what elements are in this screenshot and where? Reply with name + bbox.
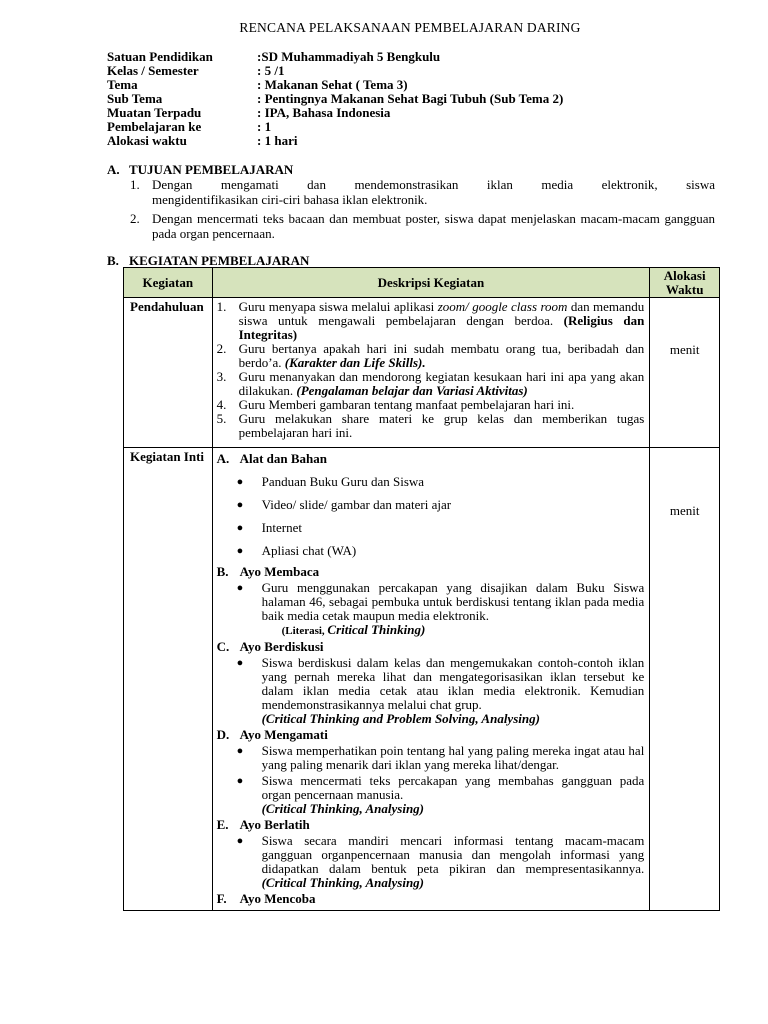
activities-table <box>123 267 720 911</box>
bullet-item: ● Siswa berdiskusi dalam kelas dan mengemukakan contoh-contoh iklan yang pernah mereka lihat dan mengategorisasikan iklan tersebut ke dalam iklan media cetak atau iklan media elektronik. Kemudian mendemonstrasikannya melalui chat grup. (Critical Thinking and Problem Solving, Analysing) <box>236 655 645 726</box>
identity-key: Tema <box>107 77 138 92</box>
pendahuluan-description <box>212 298 650 448</box>
identity-key: Alokasi waktu <box>107 133 187 148</box>
list-item <box>217 370 645 398</box>
objective-word: Dengan <box>152 177 193 192</box>
item-text: Guru melakukan share materi ke grup kelas dan memberikan tugas pembelajaran hari ini. <box>238 411 645 440</box>
table-row-pendahuluan <box>124 298 720 448</box>
subsection-ayo-membaca: B. Ayo Membaca <box>216 564 320 579</box>
subsection-title: Ayo Membaca <box>239 564 320 579</box>
objective-number: 1. <box>130 177 140 192</box>
alokasi-pendahuluan: menit <box>650 298 720 448</box>
identity-key: Muatan Terpadu <box>107 105 202 120</box>
identity-value: 1 <box>261 119 272 134</box>
identity-key: Pembelajaran ke <box>107 119 202 134</box>
objective-word: mendemonstrasikan <box>354 177 459 192</box>
identity-sep: : <box>257 119 262 134</box>
identity-sep: : <box>257 105 262 120</box>
identity-value: Makanan Sehat ( Tema 3) <box>261 77 408 92</box>
bullet-text: Siswa mencermati teks percakapan yang membahas gangguan pada organ pencernaan manusia. <box>261 773 645 802</box>
identity-row <box>107 120 563 134</box>
bullet-text: Siswa berdiskusi dalam kelas dan mengemukakan contoh-contoh iklan yang pernah mereka lihat dan mengategorisasikan iklan tersebut ke dalam iklan media cetak atau iklan media elektronik. Kemudian mendemonstrasikannya melalui chat grup. <box>261 655 645 712</box>
objective-word: siswa <box>686 177 715 192</box>
identity-key: Kelas / Semester <box>107 63 199 78</box>
objective-word: elektronik, <box>601 177 658 192</box>
section-a-heading <box>107 162 293 178</box>
bullet-text: Siswa secara mandiri mencari informasi tentang macam-macam gangguan organpencernaan manusia dan mengolah informasi yang didapatkan dalam bentuk peta pikiran dan mempresentasikannya. <box>261 833 645 876</box>
identity-row <box>107 92 563 106</box>
table-header-row <box>124 268 720 298</box>
page-title: RENCANA PELAKSANAAN PEMBELAJARAN DARING <box>239 20 581 35</box>
subsection-ayo-berlatih: E. Ayo Berlatih <box>216 817 310 832</box>
subsection-ayo-mencoba: F. Ayo Mencoba <box>216 891 316 906</box>
item-tag: (Critical Thinking, Analysing) <box>261 875 425 890</box>
identity-value: 5 /1 <box>261 63 285 78</box>
item-italic-text: zoom/ google class room <box>437 299 568 314</box>
objective-item <box>130 177 715 207</box>
objective-item <box>130 211 715 241</box>
section-a-title: TUJUAN PEMBELAJARAN <box>129 162 294 177</box>
bullet-text: Panduan Buku Guru dan Siswa <box>261 474 425 489</box>
list-item <box>217 300 645 342</box>
item-tag: (Critical Thinking, Analysing) <box>261 801 425 816</box>
bullet-item: ● Siswa secara mandiri mencari informasi tentang macam-macam gangguan organpencernaan manusia dan mengolah informasi yang didapatkan dalam bentuk peta pikiran dan mempresentasikannya. (Critical Thinking, Analysing) <box>236 833 645 890</box>
item-tag: Critical Thinking) <box>327 622 426 637</box>
bullet-text: Apliasi chat (WA) <box>261 543 357 558</box>
subsection-title: Ayo Berlatih <box>239 817 310 832</box>
item-tag: (Pengalaman belajar dan Variasi Aktivitas) <box>296 383 528 398</box>
item-number: 1. <box>216 299 227 314</box>
item-tag: (Critical Thinking and Problem Solving, Analysing) <box>261 711 540 726</box>
identity-sep: : <box>257 63 262 78</box>
item-tag: (Literasi, <box>281 625 328 637</box>
subsection-title: Alat dan Bahan <box>239 451 328 466</box>
table-row-kegiatan-inti <box>124 448 720 911</box>
objective-line <box>152 177 715 192</box>
objective-number: 2. <box>130 211 140 226</box>
objectives-list <box>130 177 715 245</box>
identity-row <box>107 64 563 78</box>
inti-description <box>212 448 650 911</box>
subsection-title: Ayo Berdiskusi <box>239 639 324 654</box>
header-alokasi: Alokasi Waktu <box>650 268 720 298</box>
objective-word: dan <box>307 177 326 192</box>
list-item <box>217 398 645 412</box>
identity-key: Satuan Pendidikan <box>107 49 213 64</box>
identity-row <box>107 78 563 92</box>
section-b-title: KEGIATAN PEMBELAJARAN <box>129 253 310 268</box>
identity-value: SD Muhammadiyah 5 Bengkulu <box>261 49 441 64</box>
identity-sep: : <box>257 91 262 106</box>
objective-line: mengidentifikasikan ciri-ciri bahasa iklan elektronik. <box>152 192 428 207</box>
alokasi-inti: menit <box>650 448 720 911</box>
identity-row <box>107 106 563 120</box>
identity-block <box>107 50 563 148</box>
objective-text: Dengan mencermati teks bacaan dan membuat poster, siswa dapat menjelaskan macam-macam gangguan pada organ pencernaan. <box>152 211 715 241</box>
subsection-title: Ayo Mencoba <box>239 891 316 906</box>
subsection-ayo-mengamati: D. Ayo Mengamati <box>216 727 328 742</box>
bullet-item: ● Panduan Buku Guru dan Siswa <box>217 475 645 489</box>
item-text: Guru Memberi gambaran tentang manfaat pembelajaran hari ini. <box>238 397 575 412</box>
item-text: Guru menyapa siswa melalui aplikasi <box>238 299 438 314</box>
item-number: 4. <box>216 397 227 412</box>
bullet-text: Video/ slide/ gambar dan materi ajar <box>261 497 452 512</box>
identity-sep: : <box>257 77 262 92</box>
bullet-item: ● Guru menggunakan percakapan yang disajikan dalam Buku Siswa halaman 46, sebagai pembuka untuk berdiskusi tentang iklan pada media baik media cetak maupun media elektronik. (Literasi, Critical Thinking) <box>236 580 645 637</box>
kegiatan-inti: Kegiatan Inti <box>124 448 213 911</box>
subsection-title: Ayo Mengamati <box>239 727 328 742</box>
bullet-text: Siswa memperhatikan poin tentang hal yang paling mereka ingat atau hal yang paling menarik dari iklan yang mereka lihat/dengar. <box>261 743 645 772</box>
item-number: 2. <box>216 341 227 356</box>
subsection-ayo-berdiskusi: C. Ayo Berdiskusi <box>216 639 324 654</box>
bullet-item: ● Apliasi chat (WA) <box>217 544 645 558</box>
bullet-item: ● Siswa mencermati teks percakapan yang membahas gangguan pada organ pencernaan manusia. (Critical Thinking, Analysing) <box>236 773 645 816</box>
identity-value: Pentingnya Makanan Sehat Bagi Tubuh (Sub Tema 2) <box>261 91 564 106</box>
list-item <box>217 412 645 440</box>
kegiatan-pendahuluan: Pendahuluan <box>124 298 213 448</box>
identity-row <box>107 50 563 64</box>
identity-sep: : <box>257 49 262 64</box>
bullet-text: Internet <box>261 520 303 535</box>
bullet-item: ● Siswa memperhatikan poin tentang hal yang paling mereka ingat atau hal yang paling menarik dari iklan yang mereka lihat/dengar. <box>236 743 645 772</box>
identity-key: Sub Tema <box>107 91 163 106</box>
bullet-item: ● Video/ slide/ gambar dan materi ajar <box>217 498 645 512</box>
item-text: dan memandu siswa untuk mengawali pembelajaran dengan berdoa. <box>238 299 645 328</box>
section-b-letter: B. <box>107 253 119 268</box>
identity-sep: : <box>257 133 262 148</box>
item-tag: (Religius dan Integritas) <box>238 313 645 342</box>
objective-word: iklan <box>486 177 513 192</box>
identity-value: 1 hari <box>261 133 298 148</box>
list-item <box>217 342 645 370</box>
bullet-text: Guru menggunakan percakapan yang disajikan dalam Buku Siswa halaman 46, sebagai pembuka untuk berdiskusi tentang iklan pada media baik media cetak maupun media elektronik. <box>261 580 645 623</box>
header-deskripsi: Deskripsi Kegiatan <box>212 268 650 298</box>
identity-value: IPA, Bahasa Indonesia <box>261 105 391 120</box>
section-a-letter: A. <box>107 162 120 177</box>
header-kegiatan: Kegiatan <box>124 268 213 298</box>
item-text: Guru bertanya apakah hari ini sudah membatu orang tua, beribadah dan berdo’a. <box>238 341 645 370</box>
subsection-alat-bahan: A. Alat dan Bahan <box>216 451 328 466</box>
objective-word: mengamati <box>220 177 279 192</box>
item-number: 5. <box>216 411 227 426</box>
bullet-item: ● Internet <box>217 521 645 535</box>
objective-word: media <box>541 177 574 192</box>
item-tag: (Karakter dan Life Skills). <box>284 355 426 370</box>
item-text: Guru menanyakan dan mendorong kegiatan kesukaan hari ini apa yang akan dilakukan. <box>238 369 645 398</box>
identity-row <box>107 134 563 148</box>
item-number: 3. <box>216 369 227 384</box>
